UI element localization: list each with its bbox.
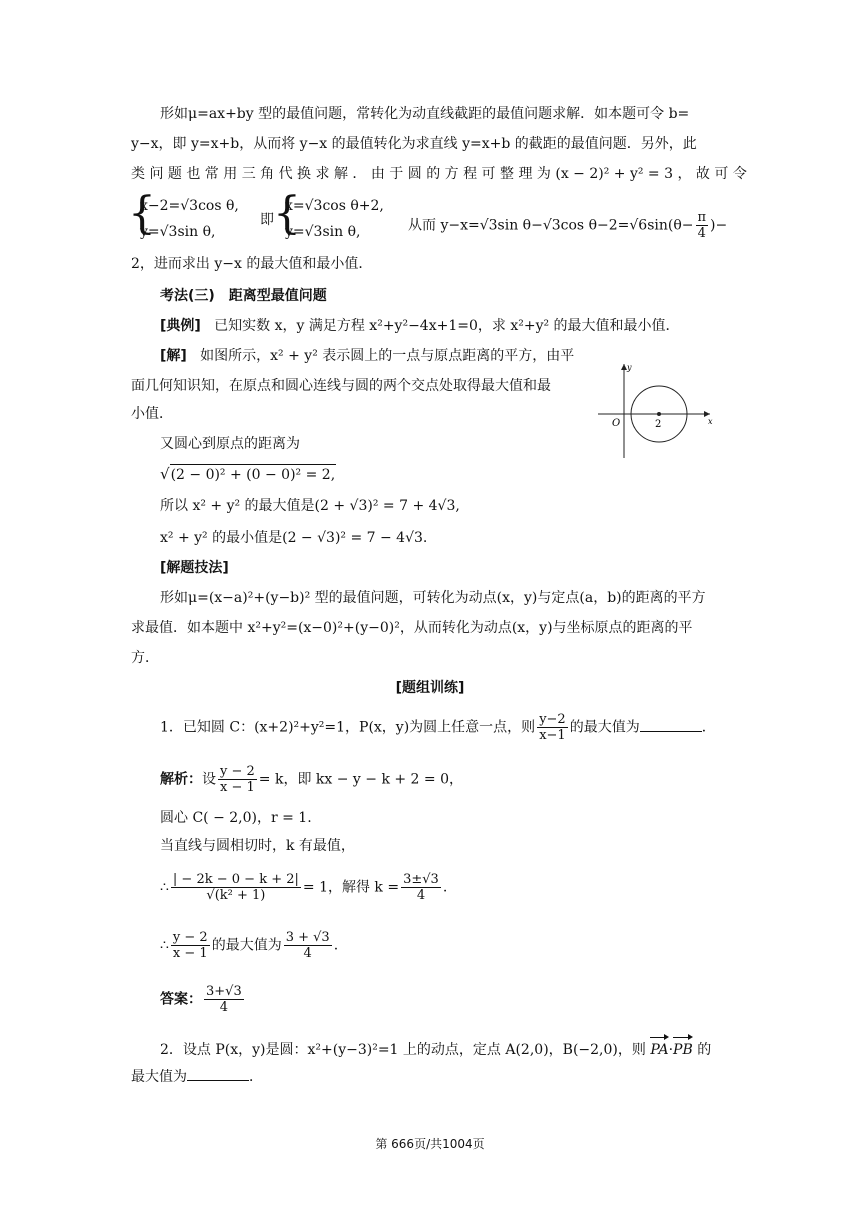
distance-fraction: [171, 872, 301, 903]
paragraph-line: 形如μ=ax+by 型的最值问题，常转化为动直线截距的最值问题求解．如本题可令 b=: [160, 106, 690, 122]
numerator: 3 + √3: [285, 930, 330, 945]
denominator: 4: [697, 226, 706, 241]
numerator: π: [697, 210, 707, 225]
circle-figure: [598, 360, 718, 460]
dot-symbol: ·: [668, 1042, 674, 1058]
close-text: )−: [710, 217, 728, 234]
radical-sign: √: [160, 465, 170, 483]
vector-pa: PA: [650, 1042, 669, 1058]
denominator: x−1: [539, 728, 566, 743]
solution-line: 小值．: [131, 406, 173, 422]
equation-2a: x=√3cos θ+2,: [285, 198, 384, 214]
solution-text: .: [333, 937, 339, 954]
x-axis-label: x: [708, 417, 713, 426]
section-title: 考法(三) 距离型最值问题: [160, 288, 327, 304]
max-fraction: [284, 930, 332, 961]
denominator: 4: [303, 946, 312, 961]
denominator: 4: [416, 888, 426, 903]
q1-answer: [160, 984, 246, 1015]
solution-line: [160, 346, 574, 366]
question-1: [160, 712, 716, 743]
question-text: 1．已知圆 C：(x+2)²+y²=1，P(x，y)为圆上任意一点，则: [160, 719, 536, 736]
q1-solution-line: 圆心 C( − 2,0)，r = 1.: [160, 810, 312, 826]
text-ji: 即: [260, 212, 274, 228]
q1-solution-line: [160, 872, 447, 903]
example-label: [典例]: [160, 318, 201, 334]
solution-text: = 1，解得 k =: [302, 879, 400, 896]
question-fraction: [537, 712, 568, 743]
numerator: y − 2: [220, 764, 255, 779]
numerator: y−2: [539, 712, 566, 727]
question-text: ．: [249, 1069, 263, 1085]
solution-text: 设: [202, 771, 216, 788]
example-line: [160, 316, 680, 336]
therefore-symbol: ∴: [160, 879, 169, 896]
solution-line: 又圆心到原点的距离为: [160, 436, 300, 452]
equation-1a: x−2=√3cos θ,: [140, 198, 239, 214]
technique-line: 形如μ=(x−a)²+(y−b)² 型的最值问题，可转化为动点(x，y)与定点(a，b)的距离的平方: [160, 590, 706, 606]
q1-solution-line: [160, 764, 463, 795]
group-title: [题组训练]: [395, 680, 465, 696]
analysis-label: 解析：: [160, 771, 202, 788]
k-fraction: [401, 872, 441, 903]
vector-pb: PB: [673, 1042, 693, 1058]
origin-label: O: [612, 418, 621, 429]
equation-1b: y=√3sin θ,: [140, 224, 216, 240]
question-text: 的最大值为: [569, 719, 640, 736]
answer-blank: [640, 717, 702, 732]
y-axis-label: y: [627, 363, 632, 372]
question-text: ．: [701, 719, 716, 736]
answer-blank: [187, 1066, 249, 1081]
denominator: 4: [219, 1000, 228, 1015]
therefore-text: 从而 y−x=√3sin θ−√3cos θ−2=√6sin(θ−: [408, 217, 694, 234]
solution-text: 如图所示，x² + y² 表示圆上的一点与原点距离的平方，由平: [200, 348, 575, 364]
answer-fraction: [204, 984, 244, 1015]
numerator: 3±√3: [403, 872, 439, 887]
question-2: [160, 1040, 711, 1060]
therefore-expression: [408, 210, 727, 241]
paragraph-line: y−x，即 y=x+b，从而将 y−x 的最值转化为求直线 y=x+b 的截距的最值问题．另外，此: [131, 136, 697, 152]
distance-formula: [160, 464, 336, 485]
solution-line: 所以 x² + y² 的最大值是(2 + √3)² = 7 + 4√3,: [160, 498, 460, 514]
paragraph-line: 类 问 题 也 常 用 三 角 代 换 求 解 ． 由 于 圆 的 方 程 可 整 理 为 (x − 2)² + y² = 3 ， 故 可 令: [131, 166, 747, 182]
numerator: 3+√3: [206, 984, 242, 999]
technique-label: [解题技法]: [160, 560, 229, 576]
solution-line: 面几何知识知，在原点和圆心连线与圆的两个交点处取得最大值和最: [131, 378, 551, 394]
answer-label: 答案：: [160, 991, 202, 1008]
center-dot: [657, 412, 661, 416]
ratio-fraction: [171, 930, 210, 961]
denominator: √(k² + 1): [206, 888, 266, 903]
q1-solution-line: [160, 930, 338, 961]
solution-fraction: [218, 764, 257, 795]
page-number: 第 666页/共1004页: [375, 1137, 485, 1151]
question-text: 2．设点 P(x，y)是圆：x²+(y−3)²=1 上的动点，定点 A(2,0)，B(−2,0)，则: [160, 1042, 646, 1058]
denominator: x − 1: [172, 946, 208, 961]
numerator: | − 2k − 0 − k + 2|: [172, 872, 299, 887]
left-brace: {: [273, 188, 301, 239]
paragraph-line: 2，进而求出 y−x 的最大值和最小值．: [131, 256, 373, 272]
technique-line: 方．: [131, 650, 159, 666]
left-brace: {: [128, 188, 156, 239]
solution-line: x² + y² 的最小值是(2 − √3)² = 7 − 4√3.: [160, 530, 428, 546]
numerator: y − 2: [172, 930, 208, 945]
solution-text: = k，即 kx − y − k + 2 = 0，: [258, 771, 464, 788]
example-text: 已知实数 x，y 满足方程 x²+y²−4x+1=0，求 x²+y² 的最大值和最小值．: [214, 318, 680, 334]
solution-label: [解]: [160, 348, 187, 364]
center-label: 2: [655, 419, 662, 430]
question-2-line2: [131, 1066, 263, 1087]
solution-text: .: [442, 879, 448, 896]
radicand: (2 − 0)² + (0 − 0)² = 2,: [170, 464, 337, 485]
question-text: 的: [697, 1042, 712, 1058]
q1-solution-line: 当直线与圆相切时，k 有最值，: [160, 838, 355, 854]
question-text: 最大值为: [131, 1069, 187, 1085]
solution-text: 的最大值为: [211, 937, 282, 954]
technique-line: 求最值．如本题中 x²+y²=(x−0)²+(y−0)²，从而转化为动点(x，y)与坐标原点的距离的平: [131, 620, 693, 636]
equation-2b: y=√3sin θ,: [285, 224, 361, 240]
fraction-pi-4: [696, 210, 709, 241]
therefore-symbol: ∴: [160, 937, 169, 954]
denominator: x − 1: [220, 780, 255, 795]
